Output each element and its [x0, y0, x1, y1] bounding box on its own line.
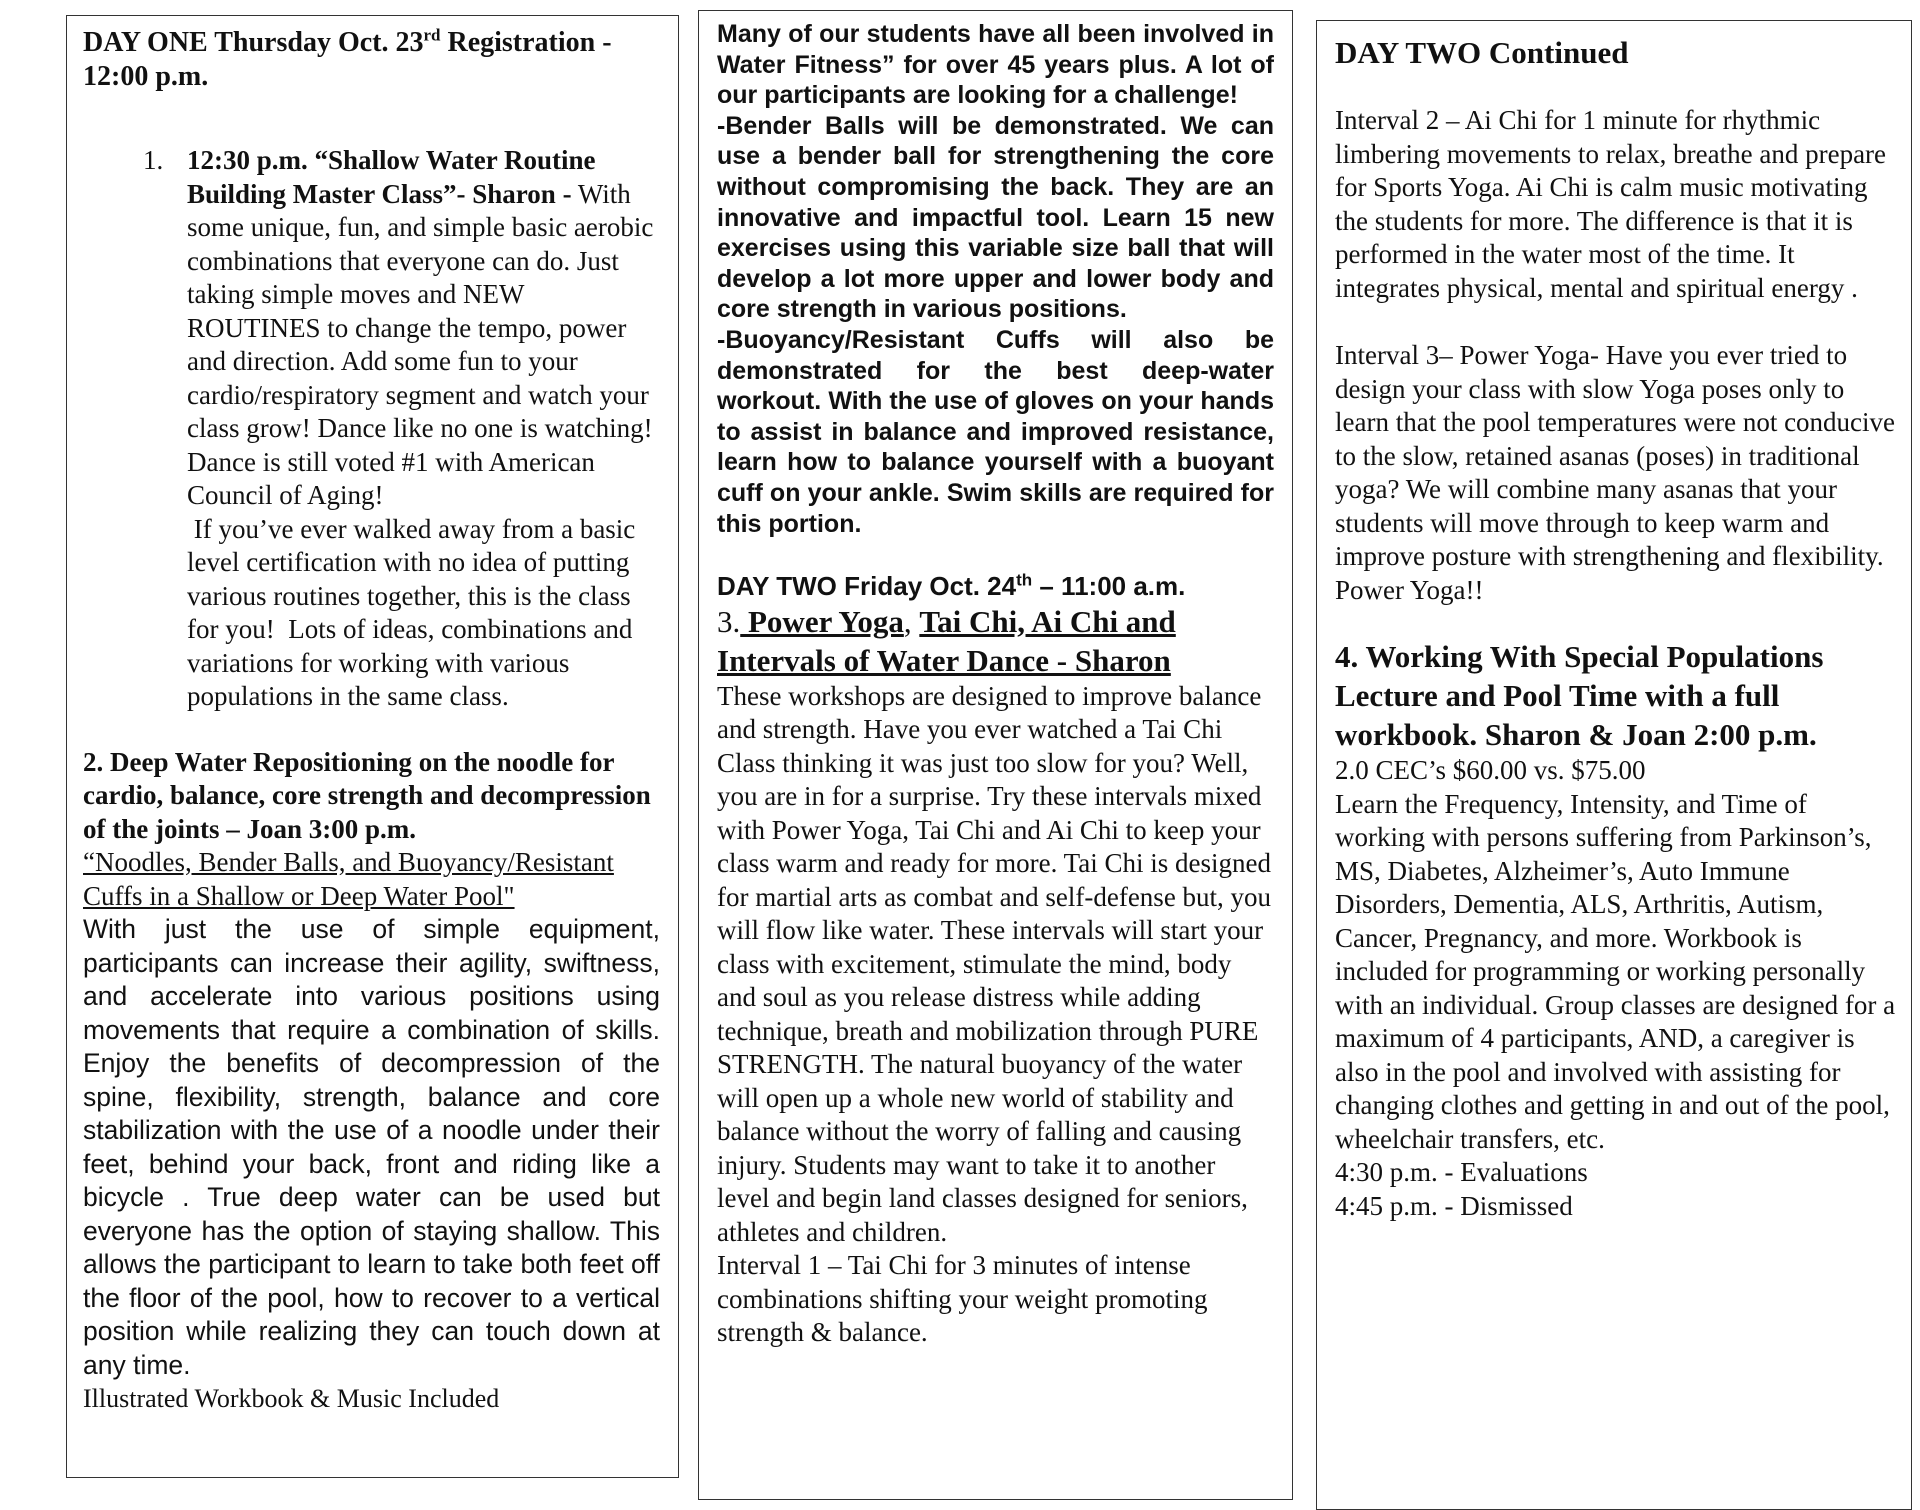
- session-4-price: 2.0 CEC’s $60.00 vs. $75.00: [1335, 755, 1646, 785]
- list-number: 1.: [143, 145, 164, 175]
- cuffs-paragraph: -Buoyancy/Resistant Cuffs will also be demonstrated for the best deep-water workout. With the use of gloves on your hands to assist in balance and improved resistance, learn how to balance yourself with a buoyant cuff on your ankle. Swim skills are required for this portion.: [717, 325, 1274, 538]
- session-1: [143, 144, 660, 714]
- schedule-dismissed: 4:45 p.m. - Dismissed: [1335, 1190, 1573, 1221]
- session-3-title-a: Power Yoga: [740, 603, 904, 639]
- intro-paragraph: Many of our students have all been involved in Water Fitness” for over 45 years plus. A lot of our participants are looking for a challenge!: [717, 20, 1274, 110]
- day-two-continued-column: [1316, 20, 1912, 1510]
- heading-rest: Registration - 12:00 p.m.: [83, 27, 612, 92]
- session-3-body: These workshops are designed to improve balance and strength. Have you ever watched a Tai Chi Class thinking it was just too slow for you? Well, you are in for a surprise. Try these intervals mixed with Power Yoga, Tai Chi and Ai Chi to keep your class warm and ready for more. Tai Chi is designed for martial arts as combat and self-defense but, you will flow like water. These intervals will start your class with excitement, stimulate the mind, body and soul as you release distress while adding technique, breath and mobilization through PURE STRENGTH. The natural buoyancy of the water will open up a whole new world of stability and balance without the worry of falling and causing injury. Students may want to take it to another level and begin land classes designed for seniors, athletes and children.: [717, 680, 1272, 1247]
- bender-balls-paragraph: -Bender Balls will be demonstrated. We can use a bender ball for strengthening the core without compromising the back. They are an innovative and impactful tool. Learn 15 new exercises using this variable size ball that will develop a lot more upper and lower body and core strength in various positions.: [717, 111, 1274, 324]
- session-2-subtitle: “Noodles, Bender Balls, and Buoyancy/Resistant Cuffs in a Shallow or Deep Water Pool": [83, 847, 614, 911]
- session-1-body: With some unique, fun, and simple basic aerobic combinations that everyone can do. Just taking simple moves and NEW ROUTINES to change the tempo, power and direction. Add some fun to your cardio/respiratory segment and watch your class grow! Dance like no one is watching! Dance is still voted #1 with American Council of Aging!: [187, 178, 654, 510]
- heading-sup: rd: [423, 25, 441, 45]
- day-two-heading: [717, 571, 1274, 602]
- session-4-body: Learn the Frequency, Intensity, and Time of working with persons suffering from Parkinson’s, MS, Diabetes, Alzheimer’s, Auto Immune Disorders, Dementia, ALS, Arthritis, Autism, Cancer, Pregnancy, and more. Workbook is included for programming or working personally with an individual. Group classes are designed for a maximum of 4 participants, AND, a caregiver is also in the pool and involved with assisting for changing clothes and getting in and out of the pool, wheelchair transfers, etc.: [1335, 788, 1896, 1154]
- interval-2: Interval 2 – Ai Chi for 1 minute for rhythmic limbering movements to relax, breathe and prepare for Sports Yoga. Ai Chi is calm music motivating the students for more. The difference is that it is performed in the water most of the time. It integrates physical, mental and spiritual energy .: [1335, 105, 1887, 303]
- day-two-continued-heading: DAY TWO Continued: [1335, 35, 1629, 70]
- session-1-title: 12:30 p.m. “Shallow Water Routine Building Master Class”- Sharon -: [187, 145, 596, 209]
- session-2-footer: Illustrated Workbook & Music Included: [83, 1384, 500, 1413]
- heading-text: DAY ONE Thursday Oct. 23: [83, 27, 424, 58]
- schedule-evaluations: 4:30 p.m. - Evaluations: [1335, 1157, 1588, 1187]
- day-one-column: [66, 15, 679, 1478]
- session-2-body: With just the use of simple equipment, participants can increase their agility, swiftness, and accelerate into various positions using movements that require a combination of skills. Enjoy the benefits of decompression of the spine, flexibility, strength, balance and core stabilization with the use of a noodle under their feet, behind your back, front and riding like a bicycle . True deep water can be used but everyone has the option of staying shallow. This allows the participant to learn to take both feet off the floor of the pool, how to recover to a vertical position while realizing they can touch down at any time.: [83, 914, 660, 1380]
- day-two-rest: – 11:00 a.m.: [1032, 571, 1186, 602]
- interval-3: Interval 3– Power Yoga- Have you ever tried to design your class with slow Yoga poses only to learn that the pool temperatures were not conducive to the slow, retained asanas (poses) in traditional yoga? We will combine many asanas that your students will move through to keep warm and improve posture with strengthening and flexibility. Power Yoga!!: [1335, 340, 1896, 605]
- interval-1: Interval 1 – Tai Chi for 3 minutes of intense combinations shifting your weight promoting strength & balance.: [717, 1250, 1208, 1348]
- session-3-title: 3. Power Yoga, Tai Chi, Ai Chi and Intervals of Water Dance - Sharon: [717, 603, 1176, 678]
- day-two-sup: th: [1016, 570, 1033, 590]
- day-two-text: DAY TWO Friday Oct. 24: [717, 571, 1017, 602]
- middle-column: [698, 10, 1293, 1500]
- day-one-heading: [83, 26, 660, 94]
- session-3-title-b: Tai Chi, Ai Chi and Intervals of Water Dance - Sharon: [717, 603, 1176, 678]
- session-2-title: 2. Deep Water Repositioning on the noodle for cardio, balance, core strength and decompression of the joints – Joan 3:00 p.m.: [83, 746, 651, 844]
- session-4-title: 4. Working With Special Populations Lecture and Pool Time with a full workbook. Sharon & Joan 2:00 p.m.: [1335, 639, 1824, 752]
- session-1-body-2: If you’ve ever walked away from a basic level certification with no idea of putting various routines together, this is the class for you! Lots of ideas, combinations and variations for working with various populations in the same class.: [187, 513, 643, 711]
- session-3-number: 3.: [717, 603, 741, 639]
